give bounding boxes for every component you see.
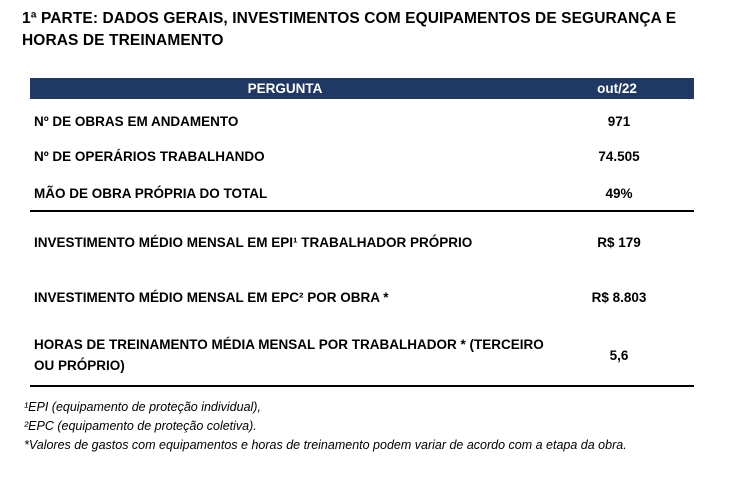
row-value: 49% — [605, 185, 633, 201]
row-label: MÃO DE OBRA PRÓPRIA DO TOTAL — [34, 185, 268, 201]
row-value: R$ 179 — [597, 234, 641, 250]
footnote-epi: ¹EPI (equipamento de proteção individual), — [24, 400, 261, 414]
table-row — [30, 182, 694, 204]
row-value: R$ 8.803 — [591, 289, 647, 305]
row-label: Nº DE OPERÁRIOS TRABALHANDO — [34, 148, 265, 164]
table-row — [30, 231, 694, 253]
data-table — [30, 78, 694, 373]
table-row — [30, 286, 694, 308]
row-value: 5,6 — [609, 347, 629, 363]
row-value: 971 — [607, 113, 631, 129]
footnote-epc: ²EPC (equipamento de proteção coletiva). — [24, 419, 257, 433]
row-value: 74.505 — [598, 148, 640, 164]
row-label: HORAS DE TREINAMENTO MÉDIA MENSAL POR TRABALHADOR * (TERCEIRO OU PRÓPRIO) — [34, 337, 544, 373]
column-header-period: out/22 — [597, 81, 637, 96]
row-label: INVESTIMENTO MÉDIO MENSAL EM EPC² POR OBRA * — [34, 289, 389, 305]
page-title: 1ª PARTE: DADOS GERAIS, INVESTIMENTOS COM EQUIPAMENTOS DE SEGURANÇA E HORAS DE TREINAMENTO — [22, 10, 677, 49]
footnote-disclaimer: *Valores de gastos com equipamentos e horas de treinamento podem variar de acordo com a etapa da obra. — [24, 438, 627, 452]
table-row — [30, 333, 694, 377]
row-divider — [30, 210, 694, 212]
footnotes — [24, 398, 724, 455]
row-label: Nº DE OBRAS EM ANDAMENTO — [34, 113, 239, 129]
row-label: INVESTIMENTO MÉDIO MENSAL EM EPI¹ TRABALHADOR PRÓPRIO — [34, 234, 473, 250]
table-bottom-border — [30, 385, 694, 387]
table-row — [30, 110, 694, 132]
table-row — [30, 145, 694, 167]
column-header-question: PERGUNTA — [247, 81, 323, 96]
table-header — [30, 78, 694, 99]
